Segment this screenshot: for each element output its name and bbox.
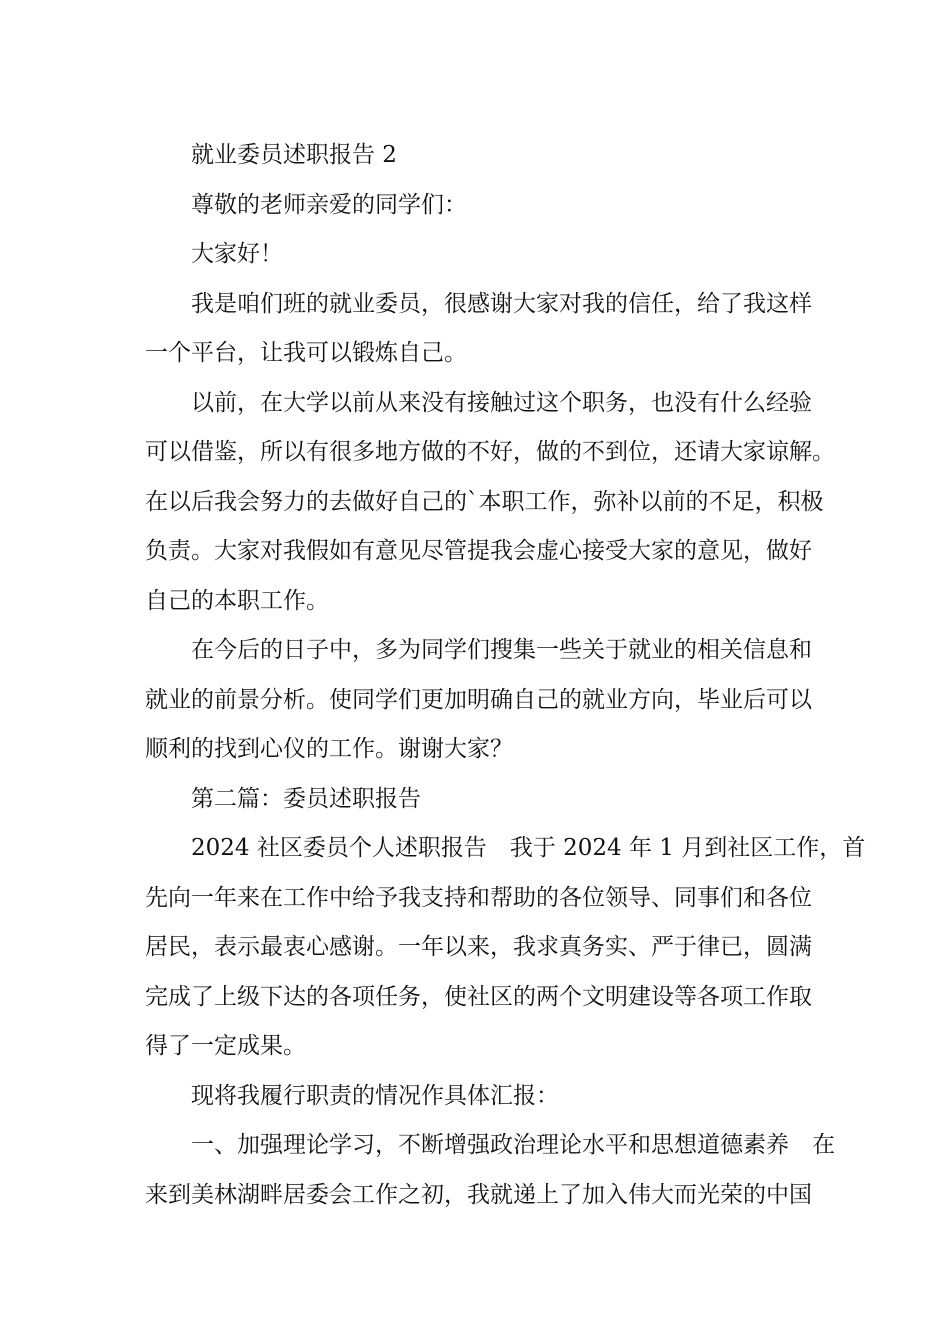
text-line: 来到美林湖畔居委会工作之初，我就递上了加入伟大而光荣的中国 bbox=[145, 1181, 812, 1208]
paragraph-greeting bbox=[145, 230, 817, 280]
text-line: 就业委员述职报告 2 bbox=[191, 142, 397, 168]
paragraph-intro bbox=[145, 280, 817, 379]
text-line: 先向一年来在工作中给予我支持和帮助的各位领导、同事们和各位 bbox=[145, 884, 812, 911]
text-line: 完成了上级下达的各项任务，使社区的两个文明建设等各项工作取 bbox=[145, 983, 812, 1010]
text-line: 一个平台，让我可以锻炼自己。 bbox=[145, 340, 467, 366]
text-line: 在以后我会努力的去做好自己的`本职工作，弥补以前的不足，积极 bbox=[145, 488, 824, 515]
text-line: 我是咱们班的就业委员，很感谢大家对我的信任，给了我这样 bbox=[191, 290, 812, 317]
paragraph-section-heading bbox=[145, 775, 817, 825]
text-line: 尊敬的老师亲爱的同学们： bbox=[191, 191, 467, 218]
paragraph-salutation bbox=[145, 181, 817, 231]
text-line: 自己的本职工作。 bbox=[145, 587, 329, 614]
text-line: 现将我履行职责的情况作具体汇报： bbox=[191, 1082, 559, 1109]
paragraph-community-report bbox=[145, 824, 866, 1072]
text-line: 顺利的找到心仪的工作。谢谢大家？ bbox=[145, 736, 513, 762]
paragraph-title bbox=[145, 131, 817, 181]
paragraph-past-experience bbox=[145, 379, 835, 627]
text-line: 得了一定成果。 bbox=[145, 1033, 306, 1059]
paragraph-report-intro bbox=[145, 1072, 817, 1122]
text-line: 一、加强理论学习，不断增强政治理论水平和思想道德素养 在 bbox=[191, 1132, 835, 1158]
text-line: 居民，表示最衷心感谢。一年以来，我求真务实、严于律已，圆满 bbox=[145, 934, 812, 960]
text-line: 2024 社区委员个人述职报告 我于 2024 年 1 月到社区工作，首 bbox=[191, 835, 866, 861]
paragraph-future-plans bbox=[145, 626, 817, 775]
text-line: 大家好！ bbox=[191, 241, 283, 267]
text-line: 负责。大家对我假如有意见尽管提我会虚心接受大家的意见，做好 bbox=[145, 538, 812, 564]
text-line: 以前，在大学以前从来没有接触过这个职务，也没有什么经验 bbox=[191, 389, 812, 416]
paragraph-theory-study bbox=[145, 1121, 835, 1220]
text-line: 第二篇：委员述职报告 bbox=[191, 785, 421, 812]
document-body bbox=[145, 131, 866, 1220]
text-line: 在今后的日子中，多为同学们搜集一些关于就业的相关信息和 bbox=[191, 637, 812, 663]
text-line: 就业的前景分析。使同学们更加明确自己的就业方向，毕业后可以 bbox=[145, 686, 812, 713]
text-line: 可以借鉴，所以有很多地方做的不好，做的不到位，还请大家谅解。 bbox=[145, 439, 835, 465]
